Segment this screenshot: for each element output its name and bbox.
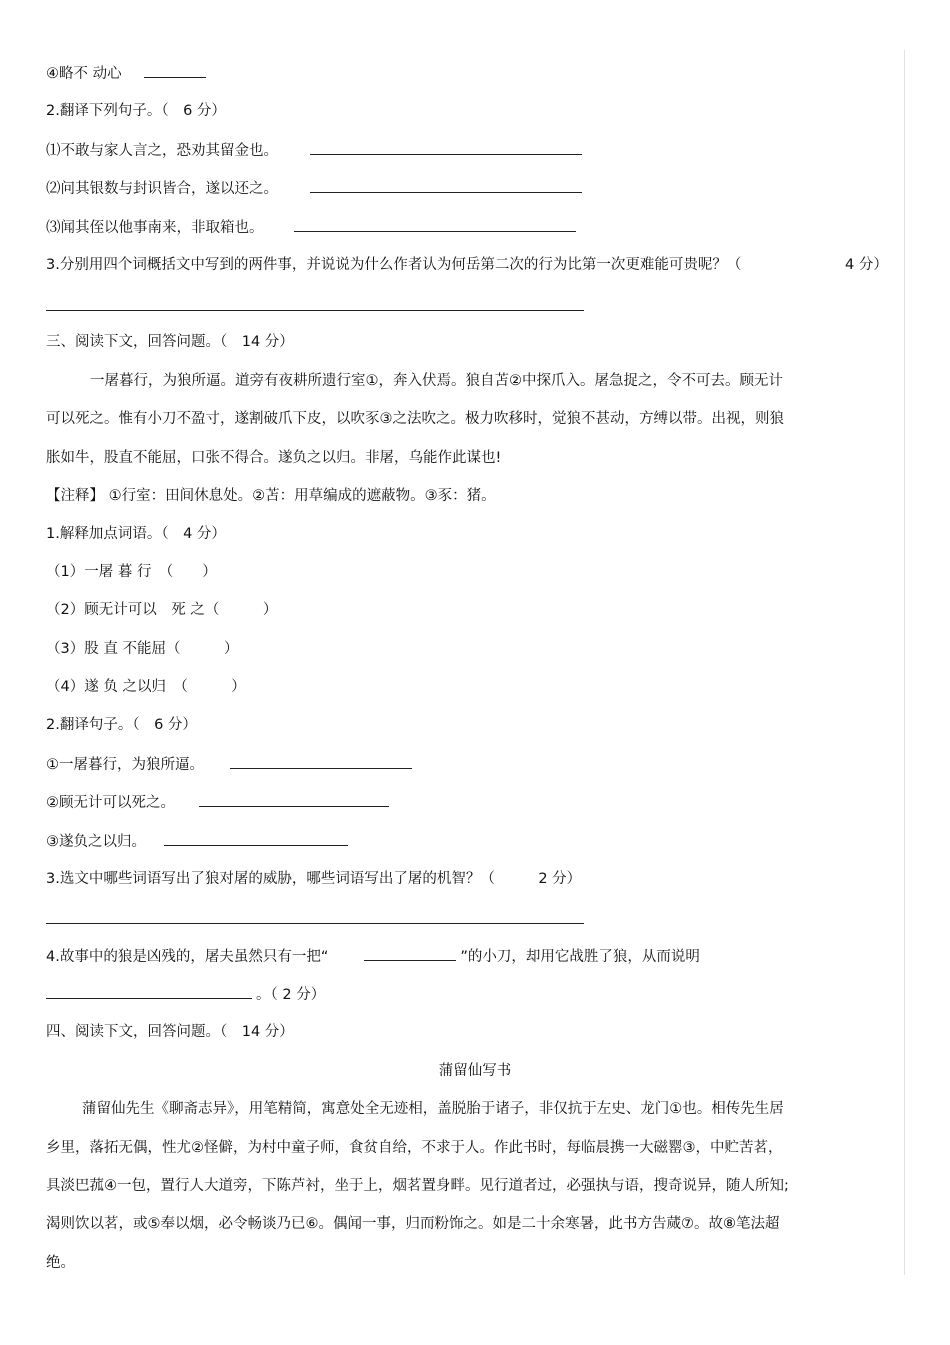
answer-blank[interactable]: [230, 754, 412, 769]
answer-blank[interactable]: [310, 140, 582, 155]
item-4-line: [46, 63, 206, 84]
question-1-item-3: （3）股 直 不能屈（ ）: [46, 641, 239, 657]
section-3-heading: 三、阅读下文，回答问题。（ 14 分）: [46, 334, 294, 350]
passage-line: 胀如牛，股直不能屈，口张不得合。遂负之以归。非屠，乌能作此谋也!: [46, 450, 502, 466]
question-3-text: 3.分别用四个词概括文中写到的两件事，并说说为什么作者认为何岳第二次的行为比第一次更难能可贵呢？（: [46, 257, 742, 273]
sentence-3-line: [46, 217, 576, 238]
answer-blank[interactable]: [144, 63, 206, 78]
passage-line: 具淡巴菰④一包，置行人大道旁，下陈芦衬，坐于上，烟茗置身畔。见行道者过，必强执与语，搜奇说异，随人所知;: [46, 1178, 789, 1194]
answer-blank[interactable]: [364, 946, 456, 961]
answer-blank[interactable]: [46, 984, 252, 999]
answer-blank[interactable]: [310, 178, 582, 193]
answer-blank[interactable]: [164, 831, 348, 846]
translate-item-2-text: ②顾无计可以死之。: [46, 795, 175, 811]
question-4-score: 。（ 2 分）: [256, 987, 326, 1003]
passage-line: 可以死之。惟有小刀不盈寸，遂割破爪下皮，以吹豕③之法吹之。极力吹移时，觉狼不甚动，方缚以带。出视，则狼: [46, 411, 784, 427]
translate-item-1: [46, 754, 412, 775]
answer-blank[interactable]: [294, 217, 576, 232]
question-1-item-1: （1）一屠 暮 行 （ ）: [46, 564, 217, 580]
translate-item-2: [46, 792, 389, 813]
section-3-question-3: 3.选文中哪些词语写出了狼对屠的威胁，哪些词语写出了屠的机智？（ 2 分）: [46, 871, 582, 887]
passage-line: 渴则饮以茗，或⑤奉以烟，必令畅谈乃已⑥。偶闻一事，归而粉饰之。如是二十余寒暑，此书方告蒇⑦。故⑧笔法超: [46, 1216, 780, 1232]
passage-line: 蒲留仙先生《聊斋志异》，用笔精简，寓意处全无迹相，盖脱胎于诸子，非仅抗于左史、龙门①也。相传先生居: [82, 1101, 784, 1117]
section-3-question-2: 2.翻译句子。（ 6 分）: [46, 717, 197, 733]
translate-item-3-text: ③遂负之以归。: [46, 834, 146, 850]
translate-item-3: [46, 831, 348, 852]
question-4-continuation: [46, 984, 325, 1005]
passage-line: 一屠暮行，为狼所逼。道旁有夜耕所遗行室①，奔入伏焉。狼自苫②中探爪入。屠急捉之，令不可去。顾无计: [90, 373, 783, 389]
item-4-text: ④略不 动心: [46, 66, 122, 82]
sentence-2-line: [46, 178, 582, 199]
question-1-item-4: （4）遂 负 之以归 （ ）: [46, 679, 246, 695]
sentence-1-line: [46, 140, 582, 161]
sentence-3-text: ⑶闻其侄以他事南来，非取箱也。: [46, 220, 264, 236]
answer-line[interactable]: [46, 310, 584, 311]
passage-line: 乡里，落拓无偶，性尤②怪僻，为村中童子师，食贫自给，不求于人。作此书时，每临晨携一大磁罂③，中贮苦茗，: [46, 1140, 783, 1156]
passage-notes: 【注释】 ①行室：田间休息处。②苫：用草编成的遮蔽物。③豕：猪。: [46, 488, 496, 504]
question-4-text-middle: ”的小刀，却用它战胜了狼，从而说明: [460, 949, 700, 965]
question-3-score: 4 分）: [845, 257, 888, 273]
translate-item-1-text: ①一屠暮行，为狼所逼。: [46, 757, 204, 773]
section-4-heading: 四、阅读下文，回答问题。（ 14 分）: [46, 1024, 294, 1040]
question-2-heading: 2.翻译下列句子。（ 6 分）: [46, 103, 226, 119]
page-margin-rule: [904, 50, 905, 1275]
section-3-question-1: 1.解释加点词语。（ 4 分）: [46, 526, 226, 542]
answer-line[interactable]: [46, 923, 584, 924]
section-3-question-4: [46, 946, 700, 967]
question-4-text-start: 4.故事中的狼是凶残的，屠夫虽然只有一把“: [46, 949, 329, 965]
sentence-2-text: ⑵问其银数与封识皆合，遂以还之。: [46, 181, 278, 197]
answer-blank[interactable]: [199, 792, 389, 807]
passage-title: 蒲留仙写书: [438, 1063, 512, 1079]
passage-line: 绝。: [46, 1255, 75, 1271]
question-1-item-2: （2）顾无计可以 死 之（ ）: [46, 602, 278, 618]
sentence-1-text: ⑴不敢与家人言之，恐劝其留金也。: [46, 143, 278, 159]
